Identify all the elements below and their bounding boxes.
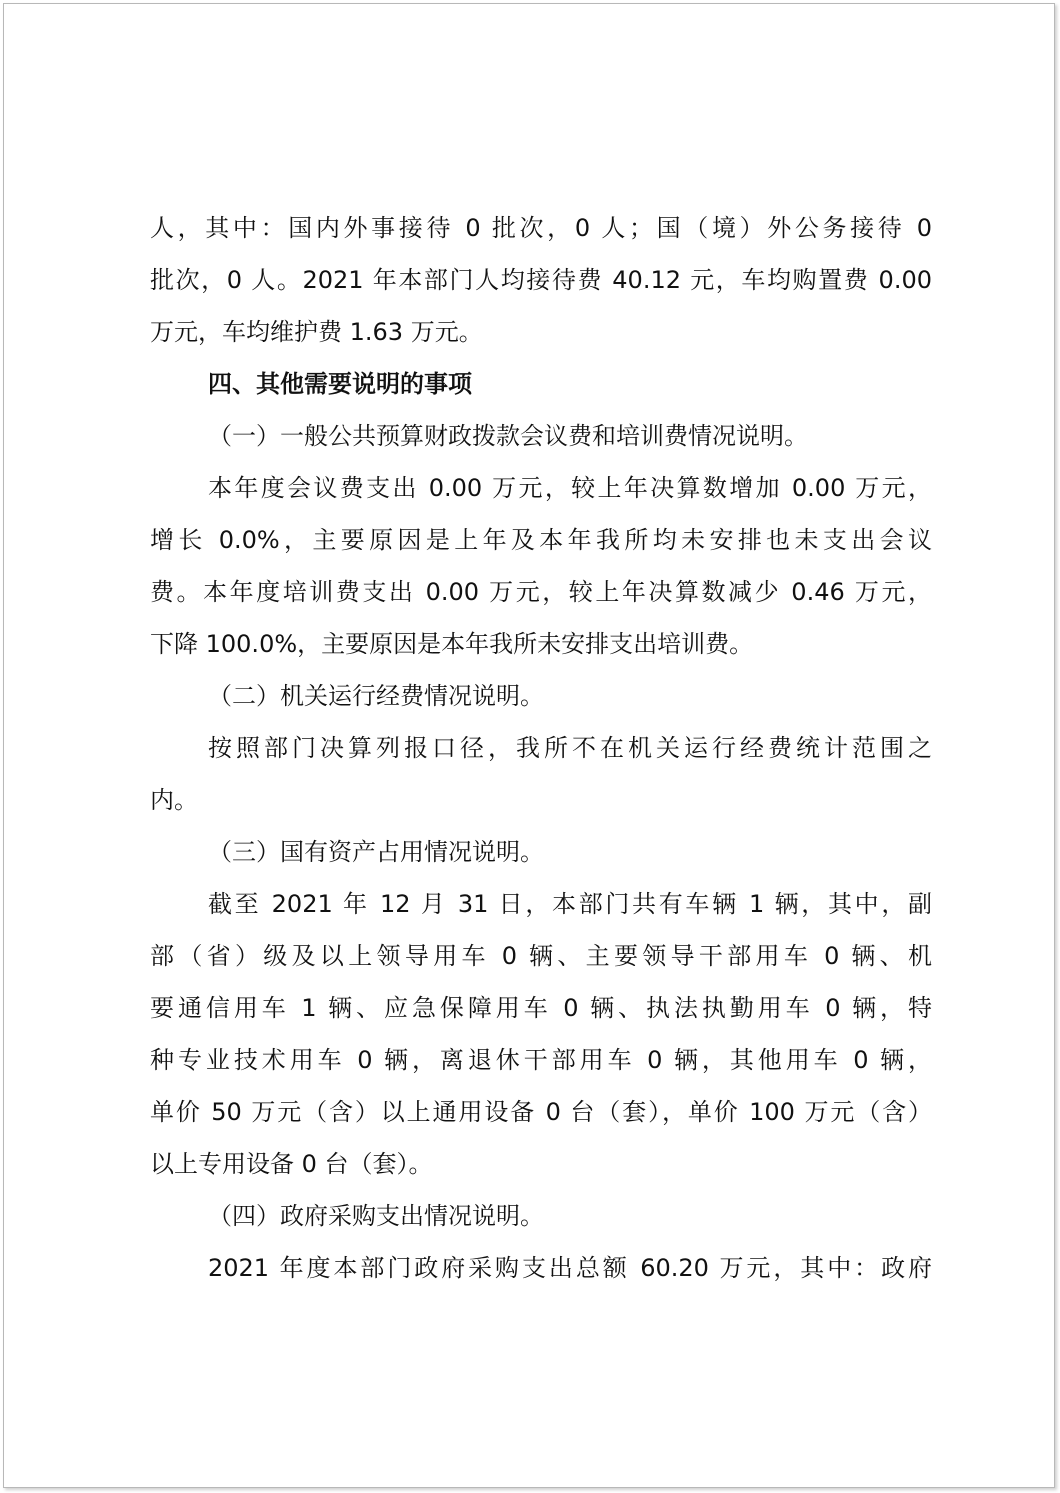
text-line: 以上专用设备 0 台（套）。 bbox=[150, 1150, 433, 1178]
text-line: 下降 100.0%，主要原因是本年我所未安排支出培训费。 bbox=[150, 630, 754, 658]
text-line: 费。本年度培训费支出 0.00 万元，较上年决算数减少 0.46 万元， bbox=[150, 578, 932, 606]
text-line: 增长 0.0%，主要原因是上年及本年我所均未安排也未支出会议 bbox=[150, 526, 932, 554]
text-line: 2021 年度本部门政府采购支出总额 60.20 万元，其中：政府 bbox=[208, 1254, 932, 1282]
subsection-heading: （一）一般公共预算财政拨款会议费和培训费情况说明。 bbox=[208, 422, 808, 450]
section-heading: 四、其他需要说明的事项 bbox=[208, 370, 472, 398]
text-line: 本年度会议费支出 0.00 万元，较上年决算数增加 0.00 万元， bbox=[208, 474, 932, 502]
text-line: 种专业技术用车 0 辆，离退休干部用车 0 辆，其他用车 0 辆， bbox=[150, 1046, 932, 1074]
subsection-heading: （二）机关运行经费情况说明。 bbox=[208, 682, 544, 710]
subsection-heading: （四）政府采购支出情况说明。 bbox=[208, 1202, 544, 1230]
text-line: 要通信用车 1 辆、应急保障用车 0 辆、执法执勤用车 0 辆，特 bbox=[150, 994, 932, 1022]
text-line: 单价 50 万元（含）以上通用设备 0 台（套），单价 100 万元（含） bbox=[150, 1098, 932, 1126]
text-line: 批次，0 人。2021 年本部门人均接待费 40.12 元，车均购置费 0.00 bbox=[150, 266, 932, 294]
text-line: 按照部门决算列报口径，我所不在机关运行经费统计范围之 bbox=[208, 734, 932, 762]
document-body bbox=[150, 202, 932, 1294]
text-line: 人，其中：国内外事接待 0 批次，0 人；国（境）外公务接待 0 bbox=[150, 214, 932, 242]
text-line: 内。 bbox=[150, 786, 198, 814]
text-line: 万元，车均维护费 1.63 万元。 bbox=[150, 318, 483, 346]
text-line: 部（省）级及以上领导用车 0 辆、主要领导干部用车 0 辆、机 bbox=[150, 942, 932, 970]
document-page bbox=[3, 3, 1055, 1488]
text-line: 截至 2021 年 12 月 31 日，本部门共有车辆 1 辆，其中，副 bbox=[208, 890, 932, 918]
subsection-heading: （三）国有资产占用情况说明。 bbox=[208, 838, 544, 866]
